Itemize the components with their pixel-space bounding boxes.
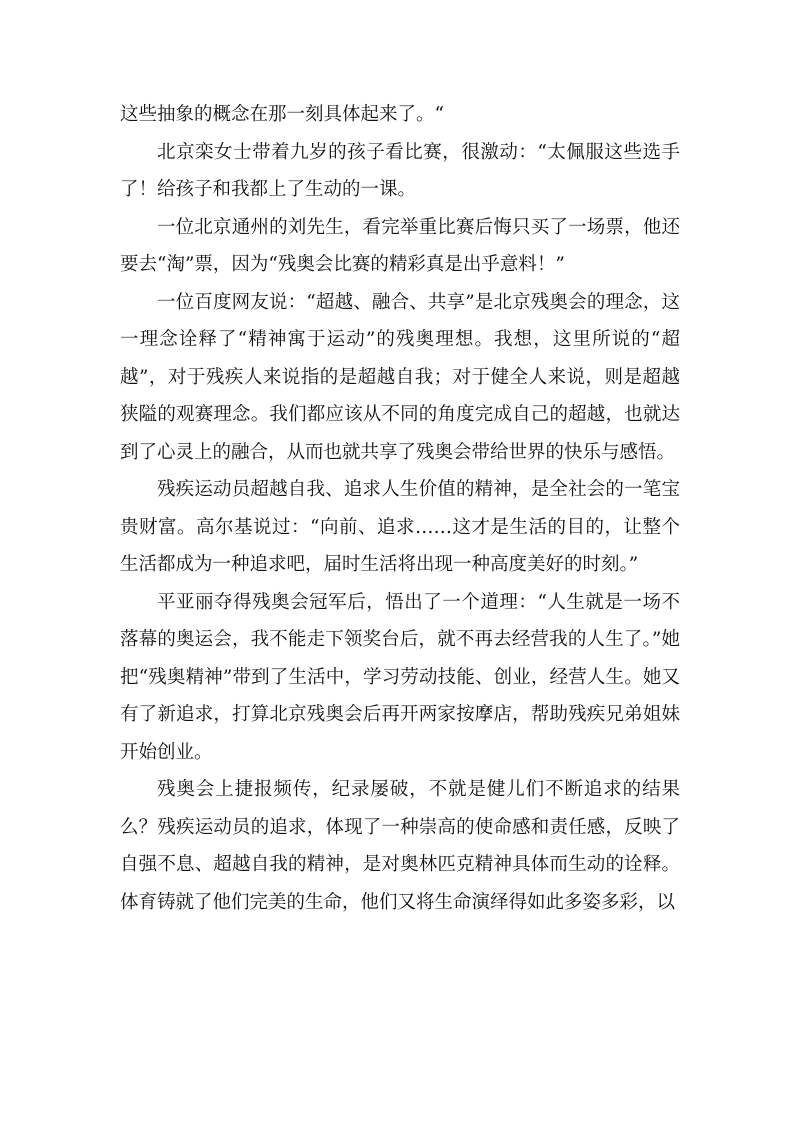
paragraph-7: 残奥会上捷报频传，纪录屡破，不就是健儿们不断追求的结果么？残疾运动员的追求，体现了一种崇高的使命感和责任感，反映了自强不息、超越自我的精神，是对奥林匹克精神具体而生动的诠释。体育铸就了他们完美的生命，他们又将生命演绎得如此多姿多彩，以 xyxy=(120,779,680,913)
paragraph-3: 一位北京通州的刘先生，看完举重比赛后悔只买了一场票，他还要去“淘”票，因为“残奥会比赛的精彩真是出乎意料！” xyxy=(120,216,680,275)
paragraph-2: 北京栾女士带着九岁的孩子看比赛，很激动：“太佩服这些选手了！给孩子和我都上了生动的一课。 xyxy=(120,141,680,200)
paragraph-4: 一位百度网友说：“超越、融合、共享”是北京残奥会的理念，这一理念诠释了“精神寓于运动”的残奥理想。我想，这里所说的“超越”，对于残疾人来说指的是超越自我；对于健全人来说，则是超越狭隘的观赛理念。我们都应该从不同的角度完成自己的超越，也就达到了心灵上的融合，从而也就共享了残奥会带给世界的快乐与感悟。 xyxy=(120,291,680,463)
paragraph-1: 这些抽象的概念在那一刻具体起来了。“ xyxy=(120,104,444,125)
paragraph-5: 残疾运动员超越自我、追求人生价值的精神，是全社会的一笔宝贵财富。高尔基说过：“向前、追求……这才是生活的目的，让整个生活都成为一种追求吧，届时生活将出现一种高度美好的时刻。” xyxy=(120,479,680,575)
paragraph-6: 平亚丽夺得残奥会冠军后，悟出了一个道理：“人生就是一场不落幕的奥运会，我不能走下领奖台后，就不再去经营我的人生了。”她把“残奥精神”带到了生活中，学习劳动技能、创业，经营人生。她又有了新追求，打算北京残奥会后再开两家按摩店，帮助残疾兄弟姐妹开始创业。 xyxy=(120,591,680,763)
document-body xyxy=(120,96,680,921)
